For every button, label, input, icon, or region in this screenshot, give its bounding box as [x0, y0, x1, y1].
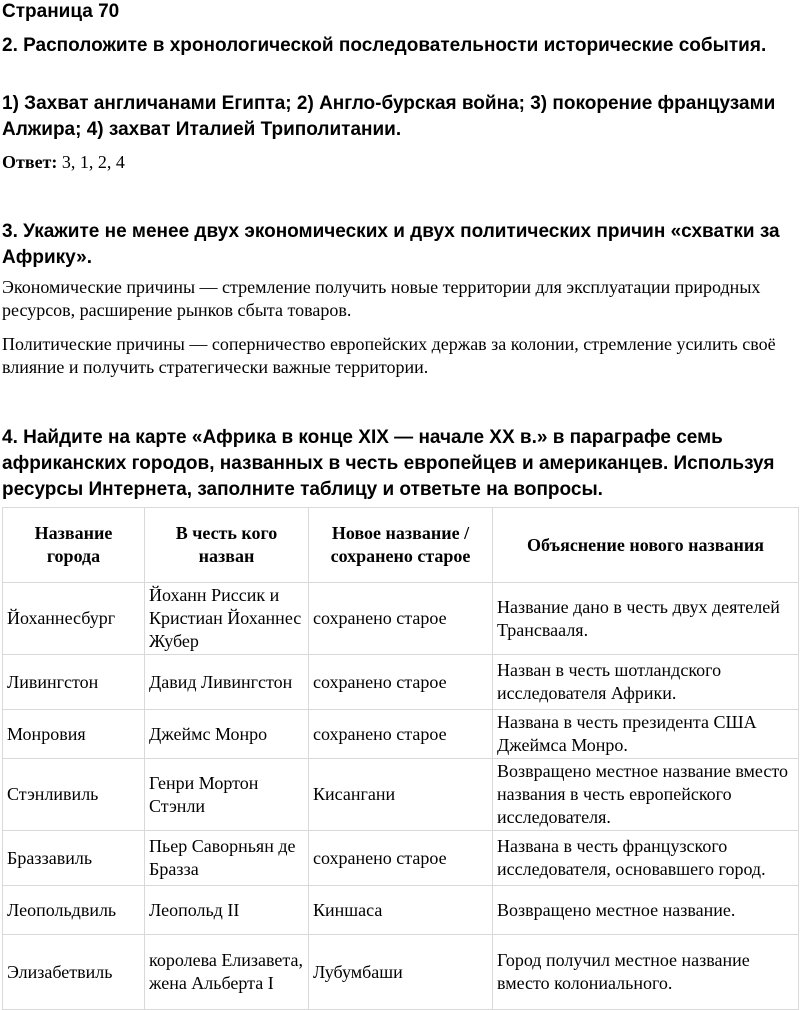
table-header-row [3, 508, 799, 583]
cities-table [2, 507, 799, 1010]
cell-city: Монровия [3, 710, 145, 759]
cell-explanation: Город получил местное название вместо колониального. [493, 935, 799, 1010]
cell-city: Браззавиль [3, 831, 145, 886]
economic-reasons-paragraph: Экономические причины — стремление получить новые территории для эксплуатации природных ресурсов, расширение рынков сбыта товаров. [2, 277, 761, 320]
cell-named-after: Давид Ливингстон [145, 655, 309, 710]
cell-explanation: Возвращено местное название вместо названия в честь европейского исследователя. [493, 759, 799, 831]
cell-city: Элизабетвиль [3, 935, 145, 1010]
question-4-heading: 4. Найдите на карте «Африка в конце XIX — начале XX в.» в параграфе семь африканских городов, названных в честь европейцев и американцев. Используя ресурсы Интернета, заполните таблицу и ответьте на вопросы. [2, 427, 775, 500]
cell-named-after: Йоханн Риссик и Кристиан Йоханнес Жубер [145, 583, 309, 655]
table-row [3, 831, 799, 886]
cell-named-after: королева Елизавета, жена Альберта I [145, 935, 309, 1010]
cell-new-name: сохранено старое [309, 655, 493, 710]
header-new-name: Новое название / сохранено старое [309, 508, 493, 583]
header-explanation: Объяснение нового названия [493, 508, 799, 583]
cell-named-after: Леопольд II [145, 886, 309, 935]
cell-explanation: Название дано в честь двух деятелей Трансвааля. [493, 583, 799, 655]
question-3-heading: 3. Укажите не менее двух экономических и двух политических причин «схватки за Африку». [2, 221, 780, 268]
cell-city: Стэнливиль [3, 759, 145, 831]
cell-named-after: Джеймс Монро [145, 710, 309, 759]
cell-explanation: Названа в честь президента США Джеймса Монро. [493, 710, 799, 759]
cell-new-name: сохранено старое [309, 710, 493, 759]
table-row [3, 759, 799, 831]
cell-city: Леопольдвиль [3, 886, 145, 935]
cell-named-after: Генри Мортон Стэнли [145, 759, 309, 831]
table-row [3, 886, 799, 935]
cell-new-name: Киншаса [309, 886, 493, 935]
question-2-answer [2, 150, 125, 174]
cell-new-name: сохранено старое [309, 831, 493, 886]
cell-new-name: Лубумбаши [309, 935, 493, 1010]
cell-named-after: Пьер Саворньян де Бразза [145, 831, 309, 886]
table-row [3, 655, 799, 710]
table-row [3, 583, 799, 655]
answer-label: Ответ: [2, 152, 58, 172]
cell-city: Ливингстон [3, 655, 145, 710]
header-city-name: Название города [3, 508, 145, 583]
table-row [3, 935, 799, 1010]
political-reasons-paragraph: Политические причины — соперничество европейских держав за колонии, стремление усилить своё влияние и получить стратегически важные территории. [2, 334, 776, 377]
cell-new-name: сохранено старое [309, 583, 493, 655]
page-title: Страница 70 [2, 1, 120, 22]
header-named-after: В честь кого назван [145, 508, 309, 583]
cell-explanation: Возвращено местное название. [493, 886, 799, 935]
question-2-events: 1) Захват англичанами Египта; 2) Англо-бурская война; 3) покорение французами Алжира; 4) захват Италией Триполитании. [2, 93, 776, 140]
answer-value: 3, 1, 2, 4 [57, 152, 125, 172]
cell-city: Йоханнесбург [3, 583, 145, 655]
cell-new-name: Кисангани [309, 759, 493, 831]
table-row [3, 710, 799, 759]
cell-explanation: Назван в честь шотландского исследователя Африки. [493, 655, 799, 710]
cell-explanation: Названа в честь французского исследователя, основавшего город. [493, 831, 799, 886]
question-2-heading: 2. Расположите в хронологической последовательности исторические события. [2, 35, 767, 56]
